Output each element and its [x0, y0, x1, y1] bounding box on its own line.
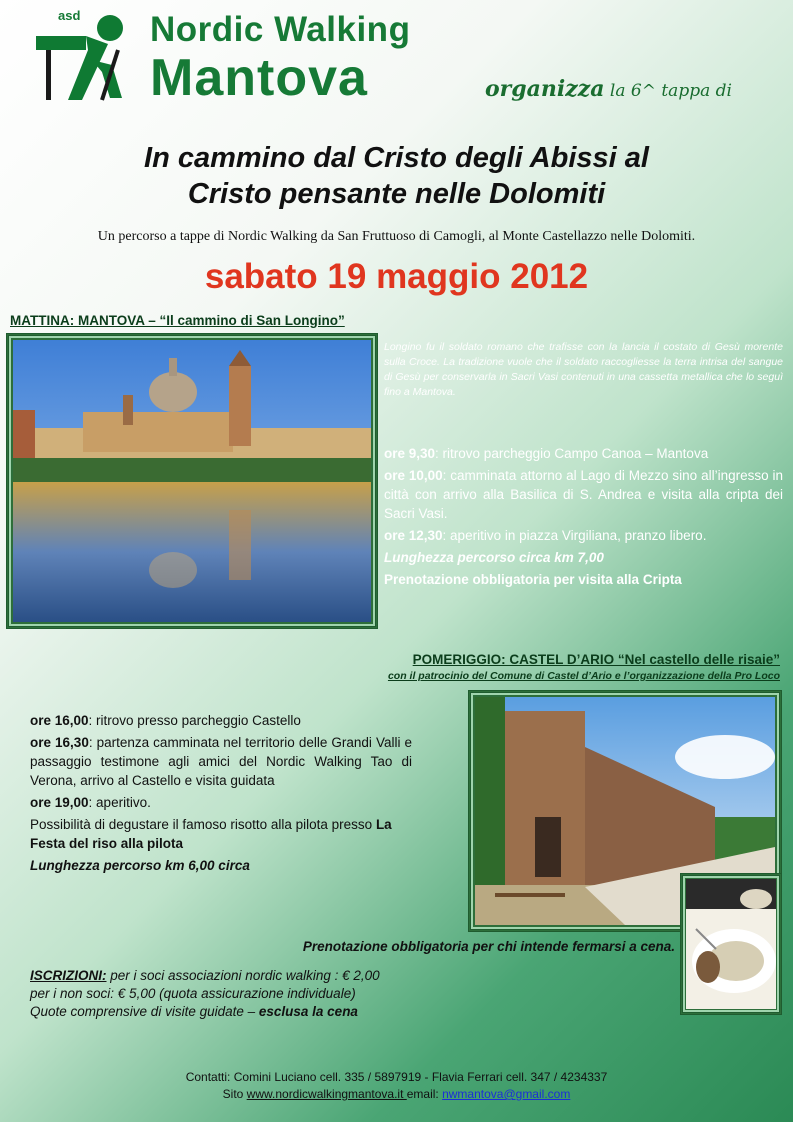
morning-item-text: : aperitivo in piazza Virgiliana, pranzo libero. — [442, 528, 707, 543]
morning-booking: Prenotazione obbligatoria per visita alla Cripta — [384, 572, 682, 587]
morning-item-text: : ritrovo parcheggio Campo Canoa – Mantova — [435, 446, 709, 461]
organizza-rest: la 6^ tappa di — [609, 81, 732, 101]
afternoon-heading: POMERIGGIO: CASTEL D’ARIO “Nel castello delle risaie” — [412, 652, 780, 667]
afternoon-program — [30, 711, 412, 878]
afternoon-length: Lunghezza percorso km 6,00 circa — [30, 858, 250, 873]
event-date: sabato 19 maggio 2012 — [204, 257, 589, 296]
iscrizioni-line1: ISCRIZIONI: per i soci associazioni nordic walking : € 2,00 — [30, 968, 380, 983]
afternoon-item-time: ore 19,00 — [30, 795, 89, 810]
risotto-photo-frame — [680, 873, 782, 1015]
contacts — [0, 1069, 793, 1103]
morning-heading: MATTINA: MANTOVA – “Il cammino di San Longino” — [10, 313, 345, 328]
event-title-line2: Cristo pensante nelle Dolomiti — [187, 178, 606, 210]
organizza-text — [485, 76, 732, 102]
afternoon-item-text: : partenza camminata nel territorio delle Grandi Valli e passaggio testimone agli amici del Nordic Walking Tao di Verona, arrivo al Castello e visita guidata — [30, 735, 412, 788]
risotto-photo — [686, 879, 776, 1009]
mantova-photo — [13, 340, 371, 622]
logo-title-mantova: Mantova — [150, 49, 368, 107]
nordic-walker-icon — [32, 10, 132, 102]
logo-asd: asd — [58, 8, 81, 23]
morning-item-time: ore 10,00 — [384, 468, 443, 483]
morning-item-time: ore 12,30 — [384, 528, 443, 543]
morning-item-text: : camminata attorno al Lago di Mezzo sino all’ingresso in città con arrivo alla Basilica di S. Andrea e visita alla cripta dei Sacri Vasi. — [384, 468, 783, 521]
afternoon-item — [30, 711, 412, 730]
morning-item — [384, 466, 783, 523]
logo — [32, 10, 132, 102]
morning-item — [384, 444, 783, 463]
logo-title-nordic-walking: Nordic Walking — [150, 10, 411, 49]
event-title — [40, 140, 753, 212]
morning-item — [384, 526, 783, 545]
afternoon-item-text: : ritrovo presso parcheggio Castello — [88, 713, 301, 728]
morning-item-time: ore 9,30 — [384, 446, 436, 461]
iscrizioni — [30, 967, 470, 1021]
email-link[interactable]: nwmantova@gmail.com — [442, 1087, 571, 1101]
afternoon-item-time: ore 16,00 — [30, 713, 89, 728]
iscrizioni-label: ISCRIZIONI: — [30, 968, 107, 983]
morning-length: Lunghezza percorso circa km 7,00 — [384, 550, 604, 565]
iscrizioni-line3: Quote comprensive di visite guidate – esclusa la cena — [30, 1004, 358, 1019]
event-subtitle: Un percorso a tappe di Nordic Walking da San Fruttuoso di Camogli, al Monte Castellazzo nelle Dolomiti. — [97, 229, 696, 244]
mantova-photo-frame — [6, 333, 378, 629]
afternoon-item — [30, 793, 412, 812]
dinner-booking-note: Prenotazione obbligatoria per chi intende fermarsi a cena. — [302, 939, 675, 954]
afternoon-item-text: : aperitivo. — [88, 795, 151, 810]
risotto-note: Possibilità di degustare il famoso risotto alla pilota presso La Festa del riso alla pilota — [30, 817, 392, 851]
san-longino-intro: Longino fu il soldato romano che trafisse con la lancia il costato di Gesù morente sulla Croce. La tradizione vuole che il soldato raccogliesse la terra intrisa del sangue di Gesù per conservarla in Sacri Vasi contenuti in una cassetta metallica che lo seguì fino a Mantova. — [384, 341, 783, 398]
iscrizioni-line2: per i non soci: € 5,00 (quota assicurazione individuale) — [30, 986, 356, 1001]
afternoon-patronage: con il patrocinio del Comune di Castel d’Ario e l’organizzazione della Pro Loco — [387, 670, 780, 682]
contacts-phones: Contatti: Comini Luciano cell. 335 / 5897919 - Flavia Ferrari cell. 347 / 4234337 — [185, 1070, 608, 1084]
afternoon-item-time: ore 16,30 — [30, 735, 89, 750]
event-title-line1: In cammino dal Cristo degli Abissi al — [144, 142, 649, 174]
afternoon-item — [30, 733, 412, 790]
contacts-web: Sito www.nordicwalkingmantova.it email: nwmantova@gmail.com — [222, 1087, 571, 1101]
site-link[interactable]: www.nordicwalkingmantova.it — [246, 1087, 407, 1101]
morning-program — [384, 444, 783, 592]
organizza-word: organizza — [485, 76, 605, 102]
